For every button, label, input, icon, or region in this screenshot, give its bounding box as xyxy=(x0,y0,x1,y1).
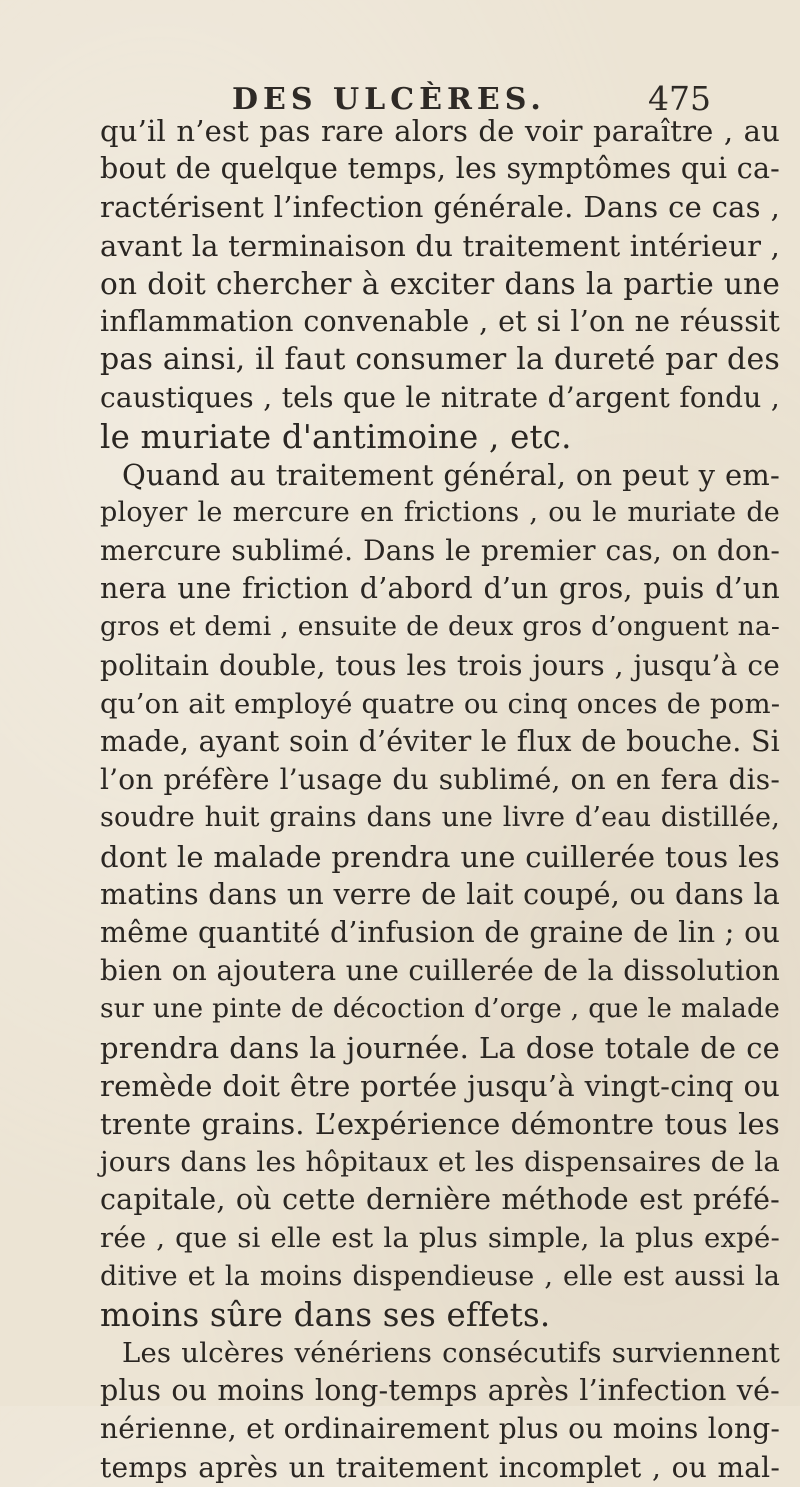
text-line: trente grains. L’expérience démontre tous les xyxy=(100,1106,780,1141)
text-line: ractérisent l’infection générale. Dans ce cas , xyxy=(100,190,780,225)
text-line: nera une friction d’abord d’un gros, puis d’un xyxy=(100,572,780,606)
text-line: on doit chercher à exciter dans la partie une xyxy=(100,266,780,301)
running-head: DES ULCÈRES. xyxy=(232,82,546,117)
text-line: prendra dans la journée. La dose totale de ce xyxy=(100,1030,780,1065)
text-line: matins dans un verre de lait coupé, ou dans la xyxy=(100,877,780,911)
text-line: qu’il n’est pas rare alors de voir paraître , au xyxy=(100,114,780,148)
text-line: ployer le mercure en frictions , ou le muriate de xyxy=(100,496,780,528)
text-line: l’on préfère l’usage du sublimé, on en fera dis- xyxy=(100,763,780,797)
page-number: 475 xyxy=(648,79,711,118)
text-line: sur une pinte de décoction d’orge , que le malade xyxy=(100,993,780,1025)
text-line: bien on ajoutera une cuillerée de la dissolution xyxy=(100,954,780,988)
text-line: temps après un traitement incomplet , ou mal- xyxy=(100,1450,780,1484)
text-line: mercure sublimé. Dans le premier cas, on don- xyxy=(100,534,780,568)
text-line: pas ainsi, il faut consumer la dureté par des xyxy=(100,342,780,378)
text-line: Quand au traitement général, on peut y em- xyxy=(122,457,780,492)
text-line: même quantité d’infusion de graine de lin ; ou xyxy=(100,915,780,949)
text-line: dont le malade prendra une cuillerée tous les xyxy=(100,839,780,874)
text-line: moins sûre dans ses effets. xyxy=(100,1295,551,1334)
text-line: gros et demi , ensuite de deux gros d’onguent na- xyxy=(100,611,780,643)
text-line: ditive et la moins dispendieuse , elle est aussi la xyxy=(100,1260,780,1292)
text-line: made, ayant soin d’éviter le flux de bouche. Si xyxy=(100,725,780,758)
text-line: caustiques , tels que le nitrate d’argent fondu , xyxy=(100,381,780,415)
text-line: Les ulcères vénériens consécutifs surviennent xyxy=(122,1337,780,1369)
text-line: capitale, où cette dernière méthode est préfé- xyxy=(100,1183,780,1217)
text-line: bout de quelque temps, les symptômes qui ca- xyxy=(100,152,780,186)
text-line: plus ou moins long-temps après l’infection vé- xyxy=(100,1374,780,1408)
text-line: nérienne, et ordinairement plus ou moins long- xyxy=(100,1412,780,1446)
text-line: inflammation convenable , et si l’on ne réussit xyxy=(100,304,780,338)
text-line: jours dans les hôpitaux et les dispensaires de la xyxy=(100,1146,780,1179)
text-line: rée , que si elle est la plus simple, la plus expé- xyxy=(100,1222,780,1255)
body-text xyxy=(100,112,780,1487)
text-line: le muriate d'antimoine , etc. xyxy=(100,417,572,456)
text-line: soudre huit grains dans une livre d’eau distillée, xyxy=(100,802,780,834)
text-line: remède doit être portée jusqu’à vingt-cinq ou xyxy=(100,1068,780,1103)
text-line: qu’on ait employé quatre ou cinq onces de pom- xyxy=(100,687,781,720)
text-line: avant la terminaison du traitement intérieur , xyxy=(100,228,781,263)
text-line: politain double, tous les trois jours , jusqu’à ce xyxy=(100,648,780,682)
